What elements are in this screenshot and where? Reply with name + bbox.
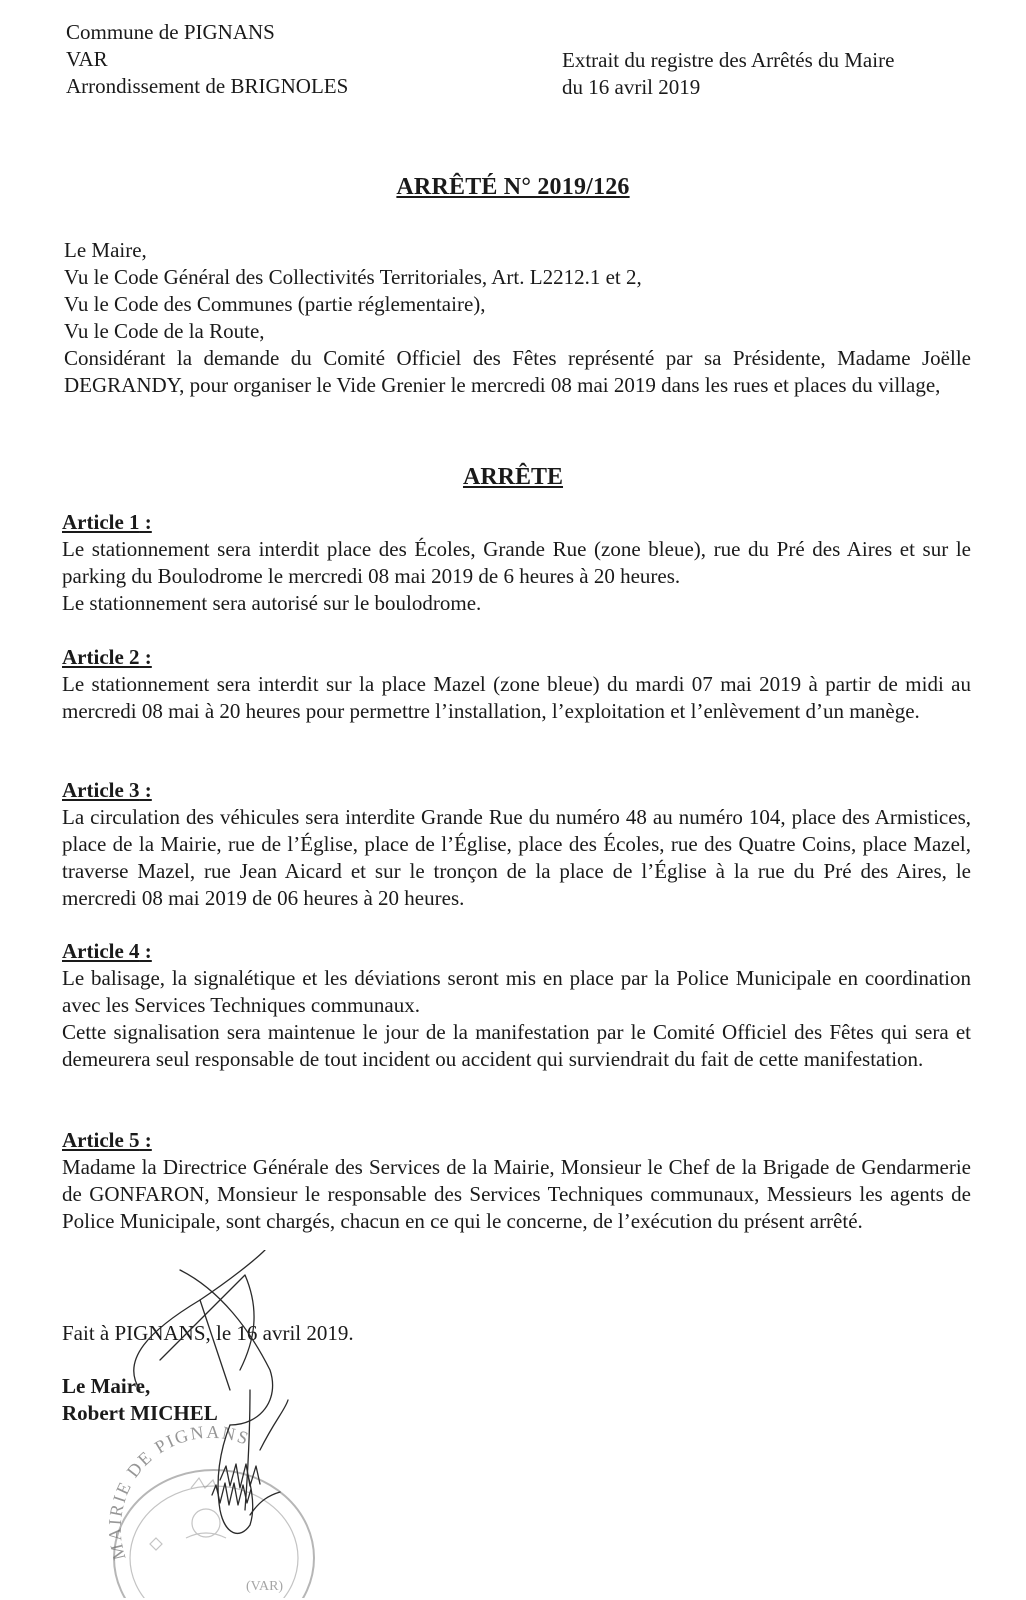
document-title: ARRÊTÉ N° 2019/126 bbox=[396, 174, 630, 200]
svg-text:MAIRIE DE PIGNANS: MAIRIE DE PIGNANS bbox=[104, 1421, 253, 1563]
article-4-paragraph-2: Cette signalisation sera maintenue le jour de la manifestation par le Comité Officiel des Fêtes qui sera et demeurera seul responsable de tout incident ou accident qui surviendrait du fait de cette manifestation. bbox=[62, 1020, 971, 1071]
preamble-vu-communes: Vu le Code des Communes (partie réglementaire), bbox=[64, 292, 486, 316]
article-3 bbox=[62, 777, 971, 912]
arrondissement: Arrondissement de BRIGNOLES bbox=[66, 74, 349, 98]
preamble-considerant: Considérant la demande du Comité Officiel des Fêtes représenté par sa Présidente, Madame Joëlle DEGRANDY, pour organiser le Vide Grenier le mercredi 08 mai 2019 dans les rues et places du village, bbox=[64, 346, 971, 397]
fait-a-line: Fait à PIGNANS, le 16 avril 2019. bbox=[62, 1321, 354, 1345]
preamble-vu-cgct: Vu le Code Général des Collectivités Territoriales, Art. L2212.1 et 2, bbox=[64, 265, 642, 289]
commune-name: Commune de PIGNANS bbox=[66, 20, 275, 44]
preamble bbox=[64, 237, 971, 399]
arrete-heading: ARRÊTE bbox=[462, 464, 564, 490]
article-4 bbox=[62, 938, 971, 1073]
article-2 bbox=[62, 644, 971, 725]
article-5-heading: Article 5 bbox=[62, 1128, 140, 1152]
article-2-heading: Article 2 bbox=[62, 645, 140, 669]
article-3-heading: Article 3 bbox=[62, 778, 140, 802]
preamble-le-maire: Le Maire, bbox=[64, 238, 147, 262]
article-1-colon: : bbox=[139, 510, 152, 534]
article-1-paragraph-1: Le stationnement sera interdit place des Écoles, Grande Rue (zone bleue), rue du Pré des Aires et sur le parking du Boulodrome le mercredi 08 mai 2019 de 6 heures à 20 heures. bbox=[62, 537, 971, 588]
article-4-colon: : bbox=[139, 939, 152, 963]
registry-title: Extrait du registre des Arrêtés du Maire bbox=[562, 48, 895, 72]
article-5-colon: : bbox=[139, 1128, 152, 1152]
department: VAR bbox=[66, 47, 108, 71]
article-4-paragraph-1: Le balisage, la signalétique et les déviations seront mis en place par la Police Municipale en coordination avec les Services Techniques communaux. bbox=[62, 966, 971, 1017]
article-1 bbox=[62, 509, 971, 617]
article-4-heading: Article 4 bbox=[62, 939, 140, 963]
mairie-seal-stamp bbox=[96, 1408, 326, 1598]
svg-text:(VAR): (VAR) bbox=[246, 1579, 284, 1594]
registry-date: du 16 avril 2019 bbox=[562, 75, 701, 99]
article-2-paragraph-1: Le stationnement sera interdit sur la place Mazel (zone bleue) du mardi 07 mai 2019 à partir de midi au mercredi 08 mai à 20 heures pour permettre l’installation, l’exploitation et l’enlèvement d’un manège. bbox=[62, 672, 971, 723]
article-1-heading: Article 1 bbox=[62, 510, 140, 534]
commune-header bbox=[66, 19, 348, 100]
preamble-vu-route: Vu le Code de la Route, bbox=[64, 319, 265, 343]
registry-header bbox=[562, 47, 894, 101]
article-2-colon: : bbox=[139, 645, 152, 669]
article-3-paragraph-1: La circulation des véhicules sera interdite Grande Rue du numéro 48 au numéro 104, place des Armistices, place de la Mairie, rue de l’Église, place de l’Église, place des Écoles, rue des Quatre Coins, place Mazel, traverse Mazel, rue Jean Aicard et sur le tronçon de la place de l’Église à la rue du Pré des Aires, le mercredi 08 mai 2019 de 06 heures à 20 heures. bbox=[62, 805, 971, 910]
signatory-role: Le Maire, bbox=[62, 1374, 151, 1398]
article-3-colon: : bbox=[139, 778, 152, 802]
article-1-paragraph-2: Le stationnement sera autorisé sur le boulodrome. bbox=[62, 591, 482, 615]
signatory-name: Robert MICHEL bbox=[62, 1401, 218, 1425]
article-5-paragraph-1: Madame la Directrice Générale des Services de la Mairie, Monsieur le Chef de la Brigade de Gendarmerie de GONFARON, Monsieur le responsable des Services Techniques communaux, Messieurs les agents de Police Municipale, sont chargés, chacun en ce qui le concerne, de l’exécution du présent arrêté. bbox=[62, 1155, 971, 1233]
article-5 bbox=[62, 1127, 971, 1235]
